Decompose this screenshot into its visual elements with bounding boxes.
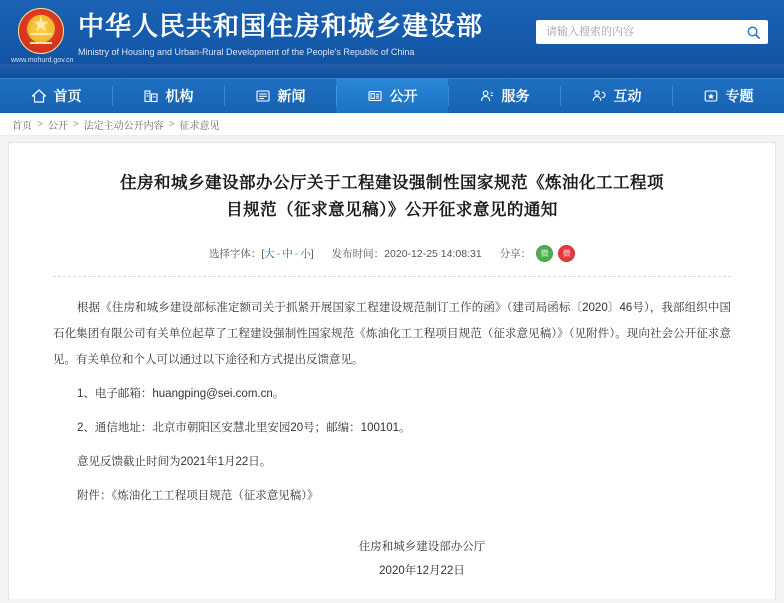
article-body bbox=[53, 295, 731, 509]
nav-label-topic: 专题 bbox=[725, 88, 754, 104]
nav-item-open[interactable] bbox=[336, 79, 448, 113]
share-label: 分享： bbox=[499, 248, 532, 260]
article-paragraph-0: 根据《住房和城乡建设部标准定额司关于抓紧开展国家工程建设规范制订工作的函》（建司局函标〔2020〕46号），我部组织中国石化集团有限公司有关单位起草了工程建设强制性国家规范《炼油化工工程项目规范（征求意见稿）》（见附件）。现向社会公开征求意见。有关单位和个人可以通过以下途径和方式提出反馈意见。 bbox=[53, 302, 731, 366]
interaction-icon bbox=[591, 88, 608, 105]
publish-time-label: 发布时间： bbox=[331, 248, 385, 260]
font-size-selector bbox=[209, 246, 314, 261]
breadcrumb-separator-0: > bbox=[37, 118, 43, 130]
breadcrumb-item-0[interactable]: 首页 bbox=[12, 120, 32, 132]
nav-label-service: 服务 bbox=[501, 88, 530, 104]
font-bracket-open: [ bbox=[261, 248, 265, 260]
search-box[interactable] bbox=[536, 20, 768, 44]
page-title: 住房和城乡建设部办公厅关于工程建设强制性国家规范《炼油化工工程项目规范（征求意见稿）》公开征求意见的通知 bbox=[120, 173, 664, 219]
topic-star-icon bbox=[703, 88, 720, 105]
site-title-block bbox=[78, 12, 483, 57]
nav-label-interaction: 互动 bbox=[613, 88, 642, 104]
nav-item-service[interactable] bbox=[448, 79, 560, 113]
nav-item-organization[interactable] bbox=[112, 79, 224, 113]
nav-item-news[interactable] bbox=[224, 79, 336, 113]
nav-item-home[interactable] bbox=[0, 79, 112, 113]
news-icon bbox=[255, 88, 272, 105]
main-nav bbox=[0, 78, 784, 113]
weibo-share-icon[interactable]: 微 bbox=[558, 245, 575, 262]
breadcrumb-item-1[interactable]: 公开 bbox=[47, 120, 68, 132]
site-header bbox=[0, 0, 784, 78]
home-icon bbox=[31, 88, 48, 105]
font-size-medium[interactable]: 中 bbox=[282, 248, 293, 260]
font-sep-1: - bbox=[276, 248, 281, 260]
building-icon bbox=[143, 88, 160, 105]
publish-time-value: 2020-12-25 14:08:31 bbox=[384, 248, 482, 260]
article-attachment-line[interactable]: 附件：《炼油化工工程项目规范（征求意见稿）》 bbox=[77, 490, 319, 502]
signature-org: 住房和城乡建设部办公厅 bbox=[358, 541, 486, 553]
site-title-en: Ministry of Housing and Urban-Rural Development of the People's Republic of China bbox=[78, 47, 415, 57]
site-url-text: www.mohurd.gov.cn bbox=[11, 57, 74, 64]
site-title-cn: 中华人民共和国住房和城乡建设部 bbox=[78, 12, 484, 42]
breadcrumb-item-3[interactable]: 征求意见 bbox=[179, 120, 220, 132]
font-size-label: 选择字体： bbox=[208, 248, 262, 260]
search-input[interactable] bbox=[544, 20, 738, 44]
breadcrumb-separator-1: > bbox=[72, 118, 79, 130]
service-person-icon bbox=[479, 88, 496, 105]
open-info-icon bbox=[367, 88, 384, 105]
breadcrumb bbox=[0, 113, 784, 136]
nav-item-interaction[interactable] bbox=[560, 79, 672, 113]
nav-label-news: 新闻 bbox=[277, 88, 306, 104]
nav-label-organization: 机构 bbox=[165, 88, 194, 104]
font-sep-2: - bbox=[294, 248, 299, 260]
nav-label-open: 公开 bbox=[389, 88, 418, 104]
search-icon bbox=[746, 25, 761, 40]
font-bracket-close: ] bbox=[310, 248, 314, 260]
wechat-share-icon[interactable]: 微 bbox=[536, 245, 553, 262]
national-emblem-icon bbox=[18, 8, 64, 54]
breadcrumb-separator-2: > bbox=[168, 118, 175, 130]
article-paragraph-1: 1、电子邮箱：huangping@sei.com.cn。 bbox=[77, 388, 285, 400]
nav-item-topic[interactable] bbox=[672, 79, 784, 113]
share-group bbox=[500, 245, 576, 262]
article-meta bbox=[53, 245, 731, 262]
font-size-small[interactable]: 小 bbox=[300, 248, 311, 260]
site-logo[interactable] bbox=[11, 8, 74, 64]
publish-time-block bbox=[332, 246, 482, 261]
article-signature bbox=[53, 535, 731, 583]
signature-date: 2020年12月22日 bbox=[379, 565, 465, 577]
meta-divider bbox=[53, 276, 731, 277]
search-button[interactable] bbox=[738, 20, 768, 44]
font-size-large[interactable]: 大 bbox=[264, 248, 275, 260]
content-area bbox=[0, 136, 784, 599]
article-paragraph-2: 2、通信地址：北京市朝阳区安慧北里安园20号；邮编：100101。 bbox=[77, 422, 411, 434]
nav-label-home: 首页 bbox=[53, 88, 82, 104]
article-paragraph-3: 意见反馈截止时间为2021年1月22日。 bbox=[77, 456, 272, 468]
article-card bbox=[8, 142, 776, 599]
breadcrumb-item-2[interactable]: 法定主动公开内容 bbox=[83, 120, 164, 132]
